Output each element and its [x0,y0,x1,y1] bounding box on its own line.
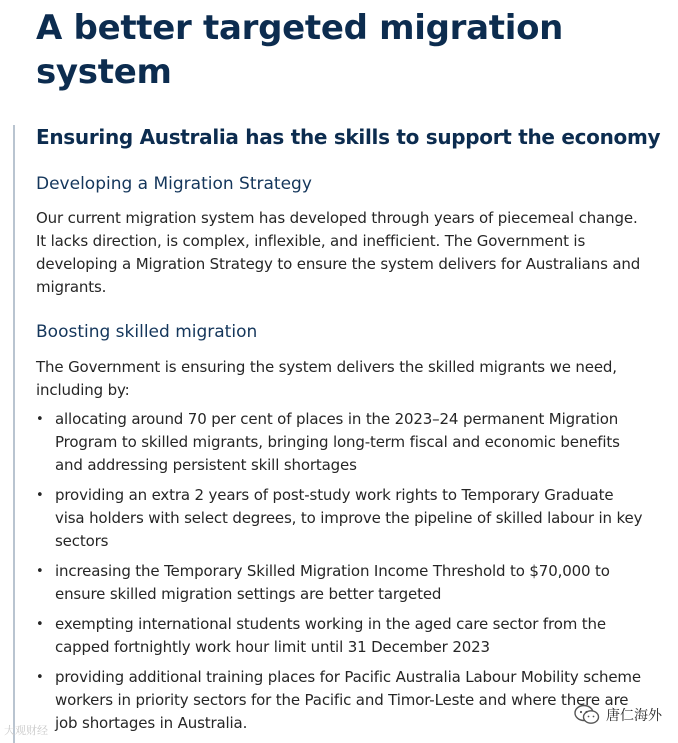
section-side-rule [13,125,15,743]
bullet-item [36,613,646,659]
bullet-text: increasing the Temporary Skilled Migration Income Threshold to $70,000 to ensure skilled migration settings are better targeted [55,562,610,603]
watermark-right-text: 唐仁海外 [606,708,662,724]
bullet-text: providing additional training places for Pacific Australia Labour Mobility scheme workers in priority sectors for the Pacific and Timor-Leste and where there are job shortages in Australia. [55,668,641,732]
bullet-marker: • [36,670,44,685]
bullet-item [36,560,646,606]
bullet-item [36,666,646,735]
bullet-item [36,408,646,477]
section-heading: Ensuring Australia has the skills to support the economy [36,125,661,149]
bullet-marker: • [36,412,44,427]
bullet-marker: • [36,617,44,632]
page-title: A better targeted migration system [36,8,564,92]
wechat-icon [574,704,600,726]
bullet-text: allocating around 70 per cent of places in the 2023–24 permanent Migration Program to skilled migrants, bringing long-term fiscal and economic benefits and addressing persistent skill shortages [55,410,620,474]
bullet-item [36,484,646,553]
bullet-marker: • [36,564,44,579]
watermark-left: 大观财经 [4,724,48,737]
watermark-right [574,704,662,726]
skilled-migration-bullet-list [36,408,646,742]
bullet-marker: • [36,488,44,503]
skilled-migration-heading: Boosting skilled migration [36,322,258,342]
strategy-paragraph: Our current migration system has developed through years of piecemeal change. It lacks direction, is complex, inflexible, and inefficient. The Government is developing a Migration Strategy to ensure the system delivers for Australians and migrants. [36,209,641,296]
strategy-heading: Developing a Migration Strategy [36,174,312,194]
skilled-migration-intro: The Government is ensuring the system delivers the skilled migrants we need, including by: [36,358,617,399]
bullet-text: providing an extra 2 years of post-study work rights to Temporary Graduate visa holders with select degrees, to improve the pipeline of skilled labour in key sectors [55,486,643,550]
bullet-text: exempting international students working in the aged care sector from the capped fortnightly work hour limit until 31 December 2023 [55,615,606,656]
